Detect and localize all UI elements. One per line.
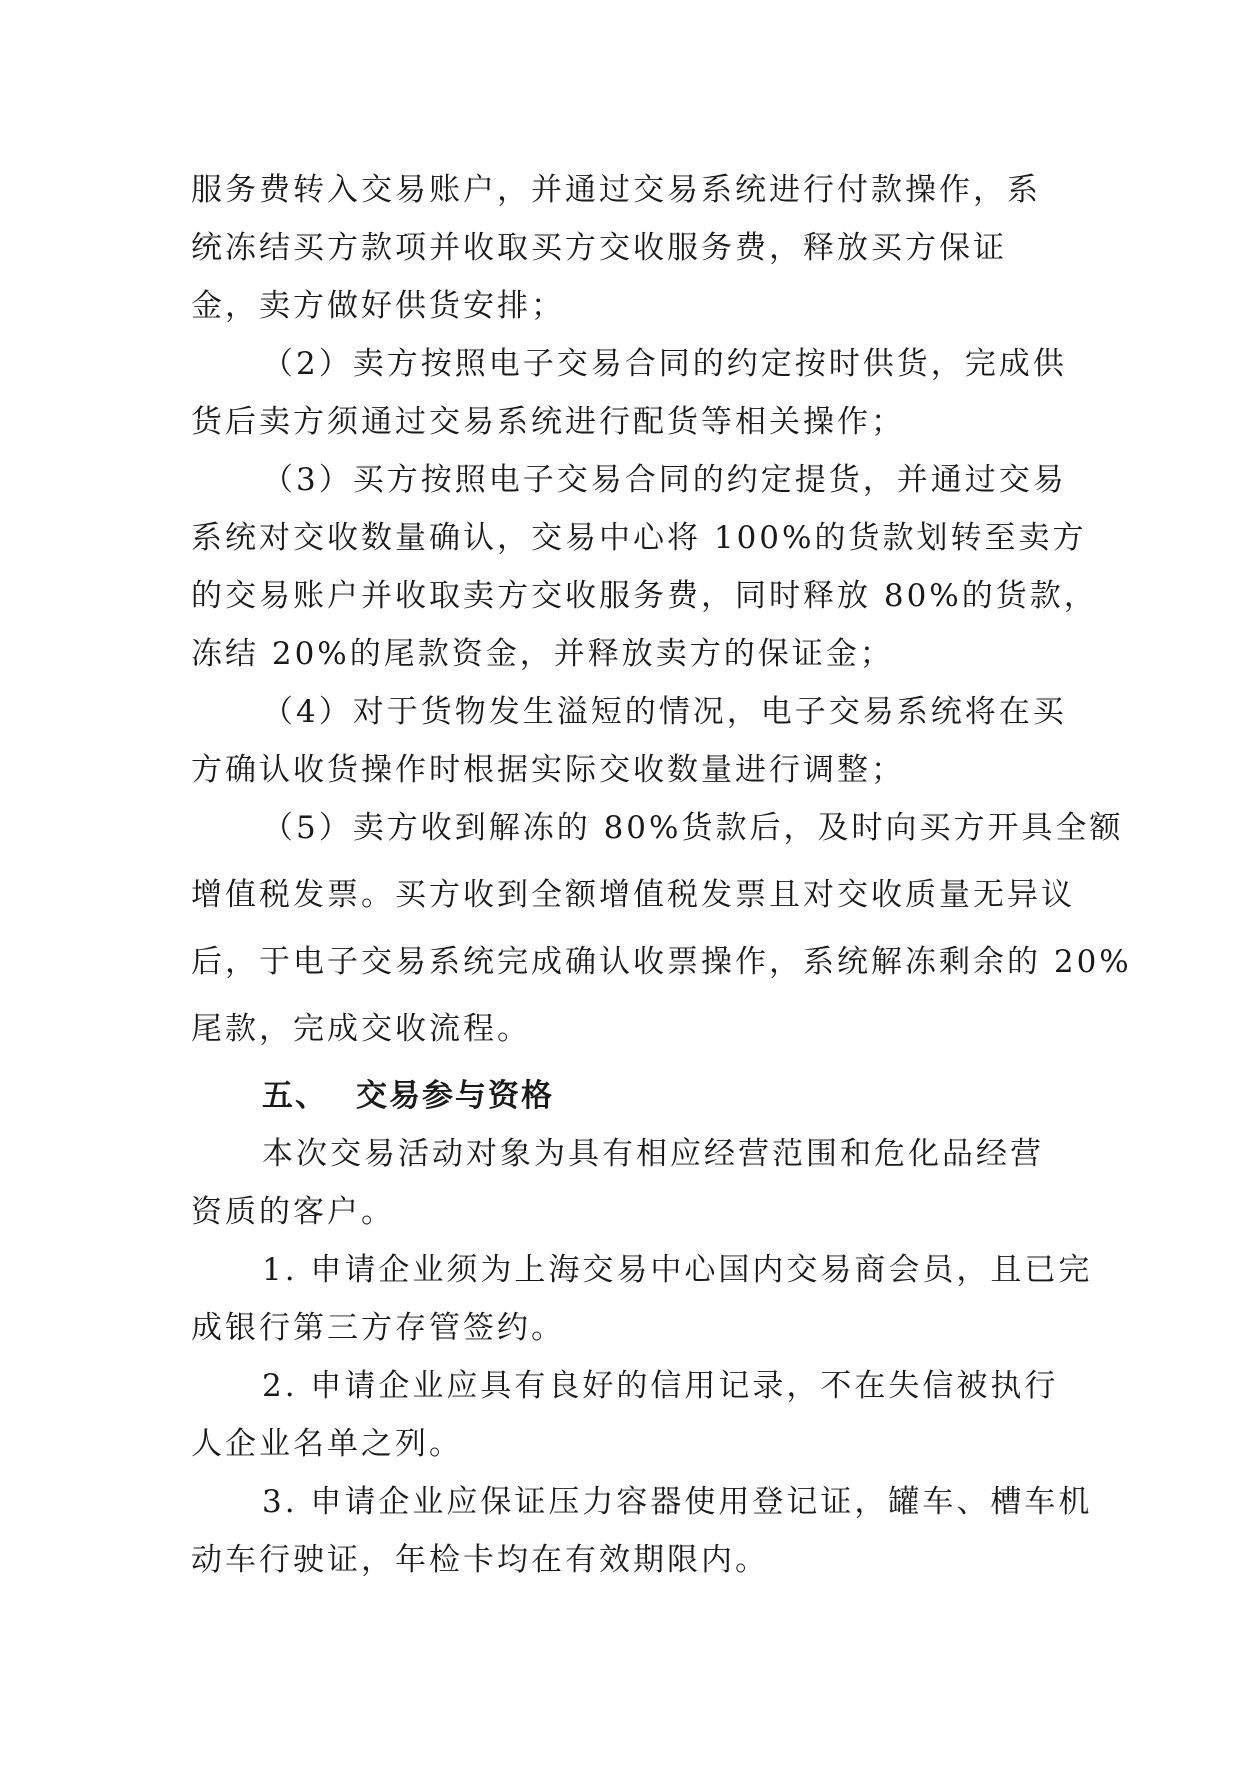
section-heading	[262, 1066, 1142, 1126]
paragraph-first-line: （2）卖方按照电子交易合同的约定按时供货，完成供	[262, 346, 1067, 382]
text-line: 统冻结买方款项并收取买方交收服务费，释放买方保证	[191, 230, 1007, 266]
text-line: 冻结 20%的尾款资金，并释放卖方的保证金；	[191, 636, 894, 672]
text-line: 成银行第三方存管签约。	[191, 1310, 565, 1346]
paragraph-first-line: （4）对于货物发生溢短的情况，电子交易系统将在买	[262, 694, 1067, 730]
text-line: 动车行驶证，年检卡均在有效期限内。	[191, 1542, 769, 1578]
section-title: 交易参与资格	[356, 1078, 554, 1114]
section-number: 五、	[262, 1078, 328, 1114]
text-line: 金，卖方做好供货安排；	[191, 288, 565, 324]
text-line: 的交易账户并收取卖方交收服务费，同时释放 80%的货款，	[191, 578, 1098, 614]
list-item-first-line: 3. 申请企业应保证压力容器使用登记证，罐车、槽车机	[262, 1484, 1093, 1520]
paragraph-first-line: 本次交易活动对象为具有相应经营范围和危化品经营	[262, 1136, 1044, 1172]
text-line: 服务费转入交易账户，并通过交易系统进行付款操作，系	[191, 172, 1041, 208]
paragraph-first-line: （3）买方按照电子交易合同的约定提货，并通过交易	[262, 462, 1067, 498]
text-line: 方确认收货操作时根据实际交收数量进行调整；	[191, 752, 905, 788]
text-line: 货后卖方须通过交易系统进行配货等相关操作；	[191, 404, 905, 440]
text-line: 系统对交收数量确认，交易中心将 100%的货款划转至卖方	[191, 520, 1087, 556]
text-line: 尾款，完成交收流程。	[191, 1011, 531, 1047]
text-line: 增值税发票。买方收到全额增值税发票且对交收质量无异议	[191, 877, 1075, 913]
list-item-first-line: 2. 申请企业应具有良好的信用记录，不在失信被执行	[262, 1368, 1059, 1404]
list-item-first-line: 1. 申请企业须为上海交易中心国内交易商会员，且已完	[262, 1252, 1093, 1288]
paragraph-first-line: （5）卖方收到解冻的 80%货款后，及时向买方开具全额	[262, 810, 1124, 846]
text-line: 后，于电子交易系统完成确认收票操作，系统解冻剩余的 20%	[191, 944, 1132, 980]
text-line: 资质的客户。	[191, 1194, 395, 1230]
text-line: 人企业名单之列。	[191, 1426, 463, 1462]
